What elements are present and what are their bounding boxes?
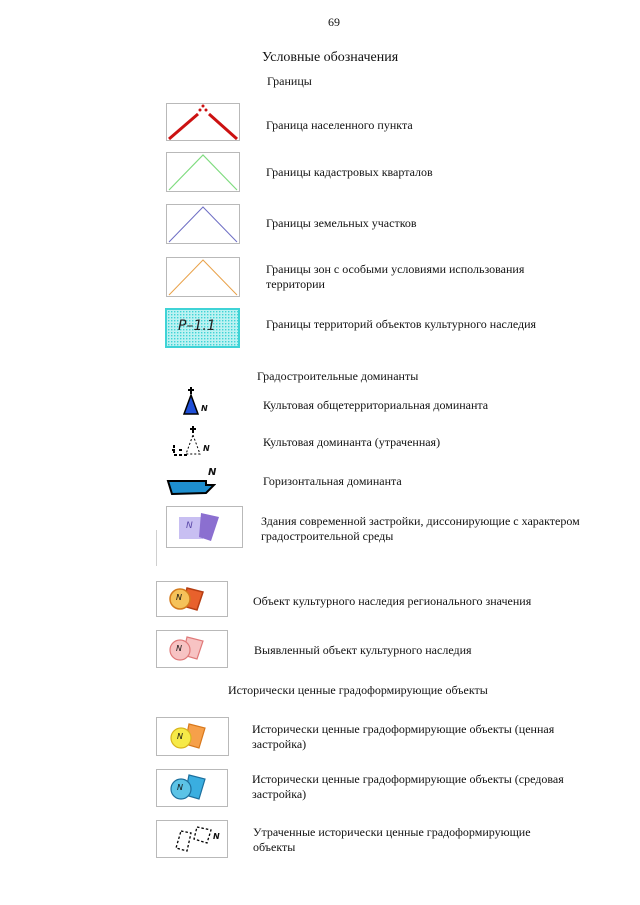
church-icon <box>180 386 210 418</box>
valuable-buildings-symbol <box>156 717 229 756</box>
letter-n: N <box>203 444 210 453</box>
letter-n: N <box>176 644 182 653</box>
dissonant-buildings-symbol <box>166 506 243 548</box>
letter-n: N <box>186 521 193 531</box>
horizontal-dominant-label: Горизонтальная доминанта <box>263 474 402 488</box>
divider <box>156 530 157 566</box>
settlement-border-label: Граница населенного пункта <box>266 118 413 132</box>
section-historic: Исторически ценные градоформирующие объекты <box>228 683 488 697</box>
section-dominants: Градостроительные доминанты <box>257 369 419 383</box>
letter-n: N <box>213 832 220 841</box>
identified-heritage-symbol <box>156 630 228 668</box>
cult-dominant-lost-label: Культовая доминанта (утраченная) <box>263 435 441 449</box>
regional-heritage-symbol <box>156 581 228 617</box>
page-title: Условные обозначения <box>262 50 399 65</box>
heritage-territory-symbol <box>165 308 240 348</box>
zone-border-label: Границы зон с особыми условиями использования территории <box>266 262 525 291</box>
letter-n: N <box>201 404 208 413</box>
letter-n: N <box>177 732 183 741</box>
valuable-buildings-label: Исторически ценные градоформирующие объекты (ценная застройка) <box>252 722 555 751</box>
church-lost-icon <box>169 424 213 458</box>
heritage-territory-code: Р–1.1 <box>178 318 216 334</box>
zone-border-symbol <box>166 257 240 297</box>
cult-dominant-label: Культовая общетерриториальная доминанта <box>263 398 489 412</box>
land-plot-border-symbol <box>166 204 240 244</box>
settlement-border-symbol <box>166 103 240 141</box>
environmental-buildings-label: Исторически ценные градоформирующие объекты (средовая застройка) <box>252 772 564 801</box>
section-borders: Границы <box>267 74 312 88</box>
dissonant-buildings-label: Здания современной застройки, диссонирующие с характером градостроительной среды <box>261 514 580 543</box>
letter-n: N <box>208 467 217 478</box>
letter-n: N <box>176 593 182 602</box>
heritage-territory-label: Границы территорий объектов культурного наследия <box>266 317 537 331</box>
cadastral-border-symbol <box>166 152 240 192</box>
cadastral-border-label: Границы кадастровых кварталов <box>266 165 433 179</box>
environmental-buildings-symbol <box>156 769 228 807</box>
lost-objects-label: Утраченные исторически ценные градоформирующие объекты <box>253 825 531 854</box>
identified-heritage-label: Выявленный объект культурного наследия <box>254 643 472 657</box>
regional-heritage-label: Объект культурного наследия регионального значения <box>253 594 532 608</box>
horizontal-dominant-icon <box>166 467 220 495</box>
land-plot-border-label: Границы земельных участков <box>266 216 417 230</box>
page-number: 69 <box>328 15 340 29</box>
letter-n: N <box>177 783 183 792</box>
lost-objects-symbol <box>156 820 228 858</box>
